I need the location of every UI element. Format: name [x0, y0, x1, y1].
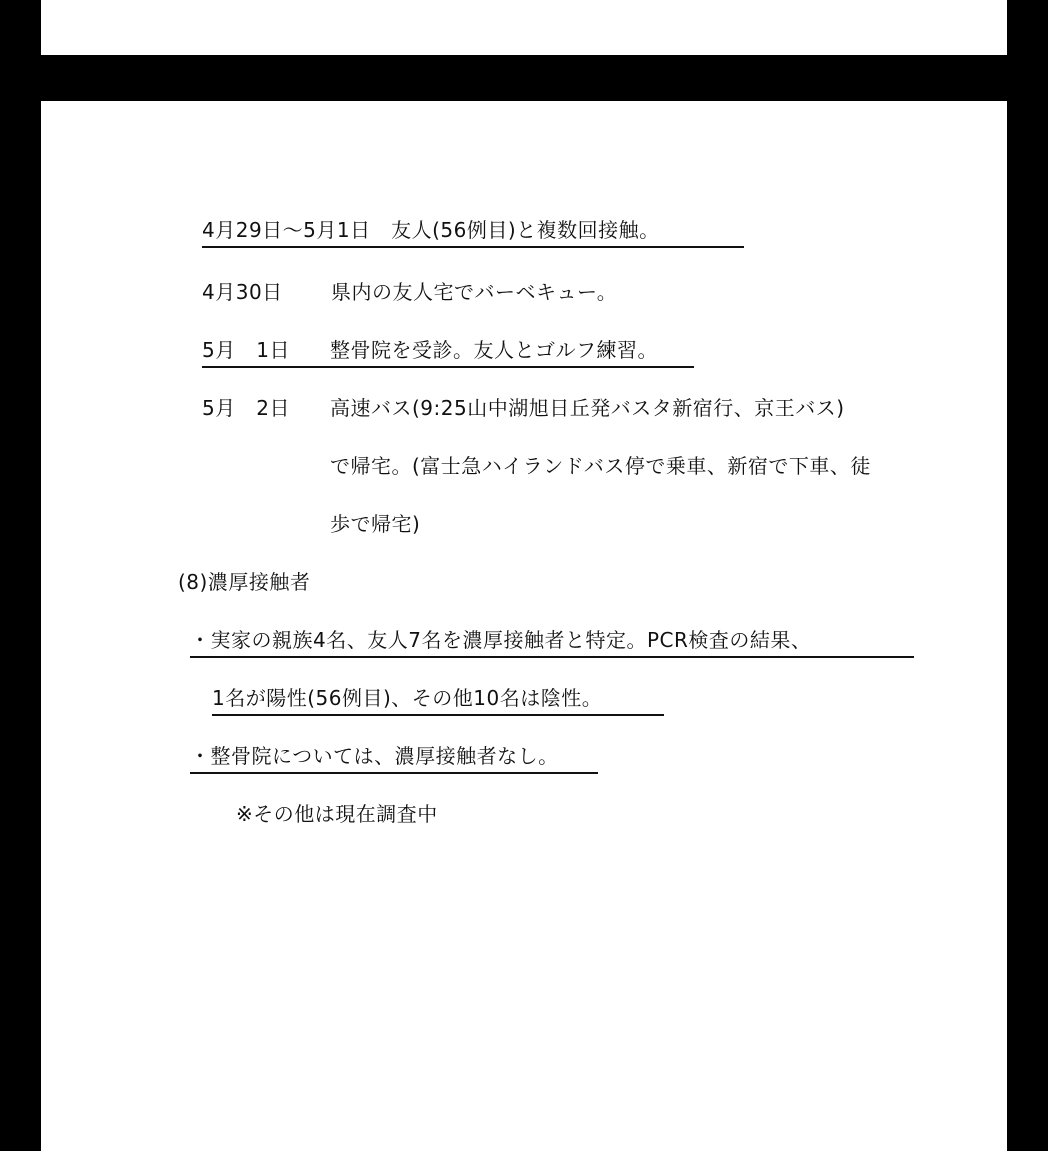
section-heading: (8)濃厚接触者	[178, 570, 311, 594]
contact-bullet-2: ・整骨院については、濃厚接触者なし。	[190, 742, 598, 774]
contact-bullet-1: ・実家の親族4名、友人7名を濃厚接触者と特定。PCR検査の結果、	[190, 626, 914, 658]
timeline-entry-2	[202, 278, 617, 306]
timeline-entry-4	[202, 394, 845, 422]
timeline-text: 高速バス(9:25山中湖旭日丘発バスタ新宿行、京王バス)	[330, 396, 845, 420]
timeline-entry-4-continuation: で帰宅。(富士急ハイランドバス停で乗車、新宿で下車、徒	[330, 454, 871, 478]
timeline-date: 4月29日〜5月1日	[202, 218, 371, 242]
investigation-note: ※その他は現在調査中	[236, 802, 438, 826]
timeline-entry-4-continuation: 歩で帰宅)	[330, 512, 421, 536]
timeline-entry-1	[202, 216, 744, 248]
page-top-sheet	[41, 0, 1007, 55]
timeline-date: 4月30日	[202, 280, 283, 304]
timeline-text: 県内の友人宅でバーベキュー。	[331, 280, 618, 304]
contact-bullet-1-continuation: 1名が陽性(56例目)、その他10名は陰性。	[212, 684, 664, 716]
timeline-date: 5月 2日	[202, 396, 290, 420]
timeline-text: 友人(56例目)と複数回接触。	[391, 218, 660, 242]
timeline-date: 5月 1日	[202, 338, 290, 362]
timeline-entry-3	[202, 336, 694, 368]
timeline-text: 整骨院を受診。友人とゴルフ練習。	[330, 338, 658, 362]
